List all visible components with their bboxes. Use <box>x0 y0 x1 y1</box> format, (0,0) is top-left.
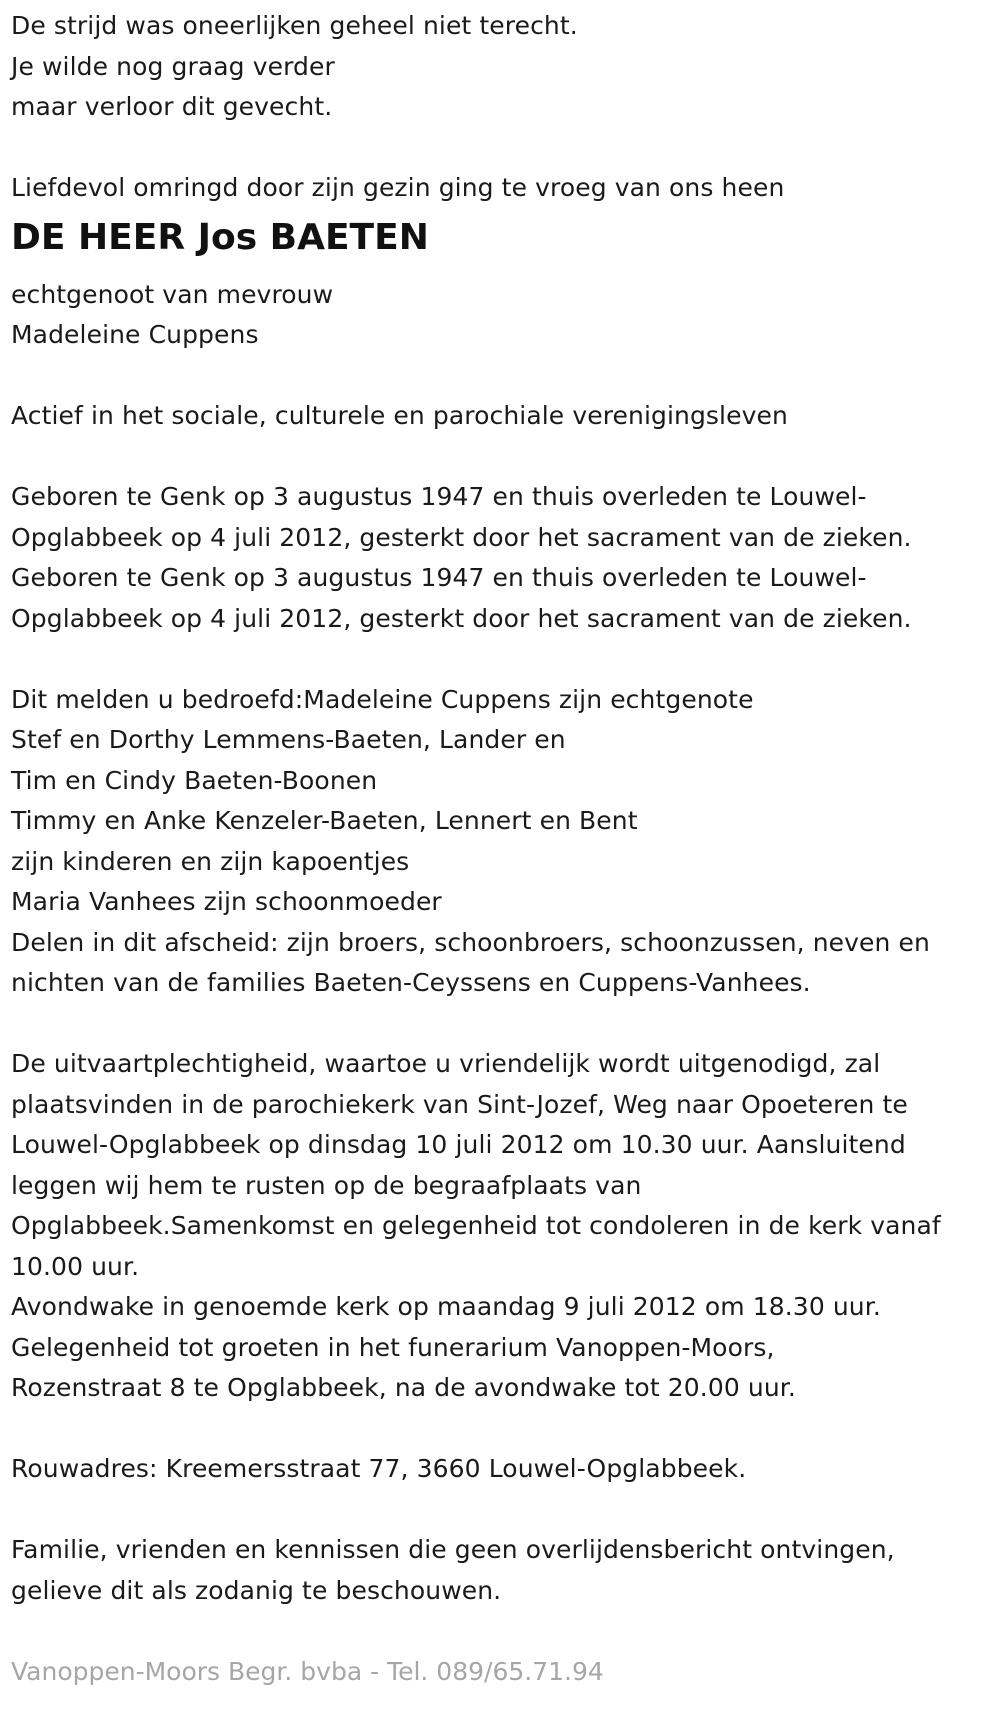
funeral-line: Louwel-Opglabbeek op dinsdag 10 juli 2012 om 10.30 uur. Aansluitend <box>11 1130 906 1159</box>
funeral-line: Gelegenheid tot groeten in het funerarium Vanoppen-Moors, <box>11 1332 775 1362</box>
family-line: Stef en Dorthy Lemmens-Baeten, Lander en <box>11 725 566 754</box>
spacer <box>11 1611 1000 1652</box>
funeral-line: Rozenstraat 8 te Opglabbeek, na de avondwake tot 20.00 uur. <box>11 1373 796 1402</box>
family-line: Maria Vanhees zijn schoonmoeder <box>11 887 442 916</box>
funeral-home-footer: Vanoppen-Moors Begr. bvba - Tel. 089/65.71.94 <box>11 1656 604 1686</box>
family-line: Dit melden u bedroefd:Madeleine Cuppens zijn echtgenote <box>11 684 754 714</box>
spacer <box>11 1490 1000 1531</box>
funeral-line: leggen wij hem te rusten op de begraafplaats van <box>11 1170 642 1200</box>
spouse-block <box>11 275 1000 356</box>
funeral-line: Opglabbeek.Samenkomst en gelegenheid tot condoleren in de kerk vanaf <box>11 1211 941 1240</box>
deceased-name: DE HEER Jos BAETEN <box>11 216 429 258</box>
family-line: nichten van de families Baeten-Ceyssens en Cuppens-Vanhees. <box>11 968 811 997</box>
family-line: Delen in dit afscheid: zijn broers, schoonbroers, schoonzussen, neven en <box>11 927 930 957</box>
birth-death-line: Geboren te Genk op 3 augustus 1947 en thuis overleden te Louwel- <box>11 482 867 511</box>
notice-line: Familie, vrienden en kennissen die geen overlijdensbericht ontvingen, <box>11 1535 895 1564</box>
intro-text: Liefdevol omringd door zijn gezin ging te vroeg van ons heen <box>11 173 785 202</box>
birth-death-line: Opglabbeek op 4 juli 2012, gesterkt door het sacrament van de zieken. <box>11 522 912 552</box>
mourning-address: Rouwadres: Kreemersstraat 77, 3660 Louwel-Opglabbeek. <box>11 1454 747 1483</box>
family-line: zijn kinderen en zijn kapoentjes <box>11 846 410 876</box>
funeral-block <box>11 1044 1000 1409</box>
funeral-line: 10.00 uur. <box>11 1251 140 1281</box>
birth-death-block <box>11 477 1000 639</box>
spacer <box>11 128 1000 169</box>
family-line: Tim en Cindy Baeten-Boonen <box>11 765 378 795</box>
family-line: Timmy en Anke Kenzeler-Baeten, Lennert en Bent <box>11 806 638 835</box>
poem-line: De strijd was oneerlijken geheel niet terecht. <box>11 11 578 40</box>
notice-line: gelieve dit als zodanig te beschouwen. <box>11 1575 502 1605</box>
funeral-line: De uitvaartplechtigheid, waartoe u vriendelijk wordt uitgenodigd, zal <box>11 1049 881 1078</box>
family-block <box>11 680 1000 1004</box>
spacer <box>11 1409 1000 1450</box>
birth-death-line: Geboren te Genk op 3 augustus 1947 en thuis overleden te Louwel- <box>11 563 867 592</box>
poem-line: Je wilde nog graag verder <box>11 51 335 81</box>
birth-death-line: Opglabbeek op 4 juli 2012, gesterkt door het sacrament van de zieken. <box>11 603 912 633</box>
activity-text: Actief in het sociale, culturele en parochiale verenigingsleven <box>11 401 788 430</box>
spouse-line: echtgenoot van mevrouw <box>11 279 334 309</box>
spacer <box>11 1004 1000 1045</box>
spacer <box>11 639 1000 680</box>
funeral-line: plaatsvinden in de parochiekerk van Sint-Jozef, Weg naar Opoeteren te <box>11 1089 908 1119</box>
poem <box>11 6 1000 128</box>
spacer <box>11 437 1000 478</box>
spouse-line: Madeleine Cuppens <box>11 320 259 349</box>
poem-line: maar verloor dit gevecht. <box>11 92 333 121</box>
notice-block <box>11 1530 1000 1611</box>
funeral-line: Avondwake in genoemde kerk op maandag 9 juli 2012 om 18.30 uur. <box>11 1292 881 1321</box>
spacer <box>11 356 1000 397</box>
